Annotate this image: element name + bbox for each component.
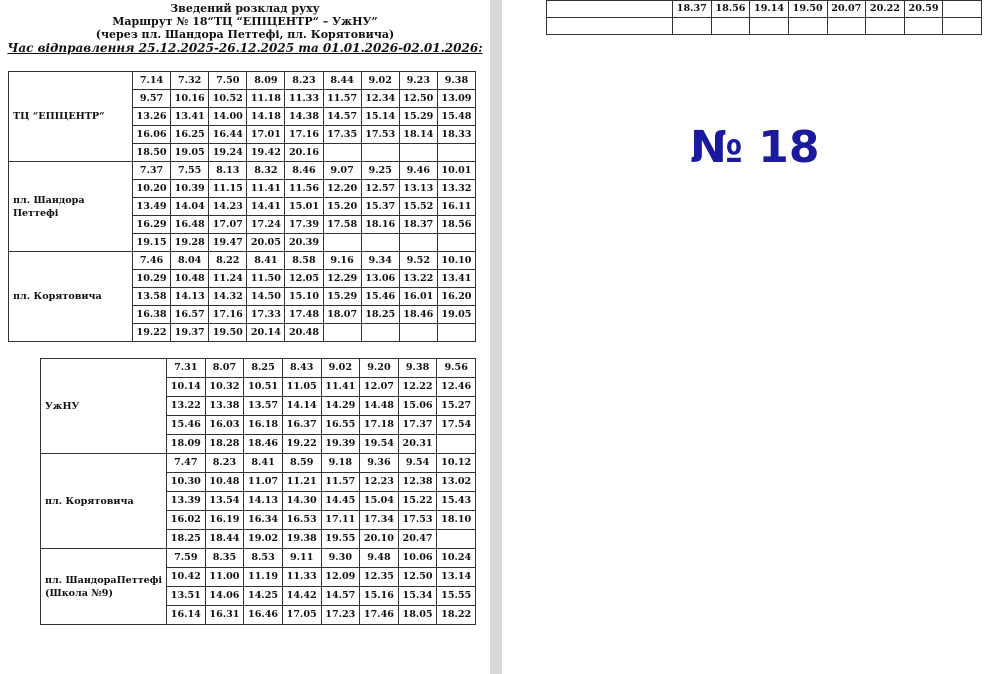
departure-time: 12.20: [323, 180, 361, 198]
stop-name: УжНУ: [41, 359, 167, 454]
departure-time: 18.25: [361, 306, 399, 324]
departure-time: 8.44: [323, 72, 361, 90]
departure-time: 13.22: [399, 270, 437, 288]
departure-time: 10.01: [437, 162, 475, 180]
departure-time: 16.18: [244, 416, 283, 435]
departure-time: 13.41: [171, 108, 209, 126]
stop-name: пл. Корятовича: [9, 252, 133, 342]
departure-time: 20.59: [904, 1, 943, 18]
departure-time: 16.48: [171, 216, 209, 234]
departure-time: 16.06: [133, 126, 171, 144]
departure-time: [788, 18, 827, 35]
departure-time: 14.50: [247, 288, 285, 306]
departure-time: 17.16: [285, 126, 323, 144]
departure-time: 11.50: [247, 270, 285, 288]
departure-time: 9.38: [437, 72, 475, 90]
departure-time: 8.09: [247, 72, 285, 90]
departure-time: 20.05: [247, 234, 285, 252]
departure-time: 16.01: [399, 288, 437, 306]
departure-time: 20.22: [866, 1, 905, 18]
departure-time: [827, 18, 866, 35]
schedule-table-inbound: [40, 358, 476, 625]
departure-time: 11.33: [282, 568, 321, 587]
departure-time: [361, 144, 399, 162]
departure-time: 16.34: [244, 511, 283, 530]
departure-time: 17.39: [285, 216, 323, 234]
departure-time: 10.14: [167, 378, 206, 397]
departure-time: 16.19: [205, 511, 244, 530]
departure-time: 13.54: [205, 492, 244, 511]
departure-time: 10.42: [167, 568, 206, 587]
departure-time: 16.11: [437, 198, 475, 216]
departure-time: [399, 144, 437, 162]
departure-time: 17.37: [398, 416, 437, 435]
stop-name: пл. ШандораПеттефі (Школа №9): [41, 549, 167, 625]
departure-time: 9.11: [282, 549, 321, 568]
departure-time: 19.37: [171, 324, 209, 342]
departure-time: 19.47: [209, 234, 247, 252]
departure-time: 18.10: [437, 511, 476, 530]
stop-name: пл. Корятовича: [41, 454, 167, 549]
departure-time: 9.48: [360, 549, 399, 568]
schedule-table-continuation: [546, 0, 982, 35]
departure-time: 15.16: [360, 587, 399, 606]
departure-time: 18.25: [167, 530, 206, 549]
departure-time: 14.45: [321, 492, 360, 511]
departure-time: 9.46: [399, 162, 437, 180]
departure-time: 15.14: [361, 108, 399, 126]
departure-time: 7.47: [167, 454, 206, 473]
departure-time: 9.02: [321, 359, 360, 378]
departure-time: 11.05: [282, 378, 321, 397]
departure-time: 14.42: [282, 587, 321, 606]
departure-time: 8.07: [205, 359, 244, 378]
departure-time: 19.50: [209, 324, 247, 342]
departure-time: 9.07: [323, 162, 361, 180]
departure-time: 8.32: [247, 162, 285, 180]
table-row: [41, 549, 476, 568]
departure-time: 16.29: [133, 216, 171, 234]
departure-time: 16.53: [282, 511, 321, 530]
table-row: [9, 72, 476, 90]
departure-time: 18.14: [399, 126, 437, 144]
departure-time: 14.04: [171, 198, 209, 216]
departure-time: 15.52: [399, 198, 437, 216]
departure-time: [437, 435, 476, 454]
departure-time: 9.56: [437, 359, 476, 378]
departure-time: 19.02: [244, 530, 283, 549]
departure-time: 17.01: [247, 126, 285, 144]
departure-time: 18.28: [205, 435, 244, 454]
departure-time: [323, 144, 361, 162]
departure-time: 18.33: [437, 126, 475, 144]
schedule-page-right: [502, 0, 984, 674]
departure-time: 14.14: [282, 397, 321, 416]
departure-time: 12.57: [361, 180, 399, 198]
departure-time: 10.29: [133, 270, 171, 288]
departure-time: 16.44: [209, 126, 247, 144]
departure-time: 10.52: [209, 90, 247, 108]
departure-time: 16.02: [167, 511, 206, 530]
departure-time: 17.05: [282, 606, 321, 625]
departure-time: 11.00: [205, 568, 244, 587]
departure-time: 13.39: [167, 492, 206, 511]
departure-time: 8.22: [209, 252, 247, 270]
departure-time: 9.25: [361, 162, 399, 180]
departure-time: 16.46: [244, 606, 283, 625]
departure-time: 14.32: [209, 288, 247, 306]
departure-time: 17.54: [437, 416, 476, 435]
departure-time: 11.41: [321, 378, 360, 397]
departure-time: 7.14: [133, 72, 171, 90]
departure-time: 19.39: [321, 435, 360, 454]
departure-time: 15.48: [437, 108, 475, 126]
departure-time: 13.38: [205, 397, 244, 416]
departure-time: 16.20: [437, 288, 475, 306]
departure-time: 8.23: [205, 454, 244, 473]
departure-time: 9.34: [361, 252, 399, 270]
departure-time: [711, 18, 750, 35]
departure-time: 12.23: [360, 473, 399, 492]
departure-time: 17.34: [360, 511, 399, 530]
departure-time: 18.37: [399, 216, 437, 234]
departure-time: 13.49: [133, 198, 171, 216]
departure-time: 17.23: [321, 606, 360, 625]
departure-time: 10.32: [205, 378, 244, 397]
departure-time: 11.41: [247, 180, 285, 198]
departure-time: 13.58: [133, 288, 171, 306]
departure-time: 9.23: [399, 72, 437, 90]
departure-time: [323, 234, 361, 252]
departure-time: 18.44: [205, 530, 244, 549]
departure-time: 9.16: [323, 252, 361, 270]
departure-time: 12.07: [360, 378, 399, 397]
departure-time: 10.12: [437, 454, 476, 473]
departure-time: 17.46: [360, 606, 399, 625]
departure-time: 8.46: [285, 162, 323, 180]
departure-time: 14.29: [321, 397, 360, 416]
departure-time: 18.37: [673, 1, 712, 18]
departure-time: 18.46: [399, 306, 437, 324]
header-title: Зведений розклад руху: [170, 2, 320, 15]
departure-time: 13.13: [399, 180, 437, 198]
departure-time: 15.46: [167, 416, 206, 435]
departure-time: 13.57: [244, 397, 283, 416]
departure-time: 14.18: [247, 108, 285, 126]
departure-time: 15.06: [398, 397, 437, 416]
stop-name: пл. Шандора Петтефі: [9, 162, 133, 252]
departure-time: 19.54: [360, 435, 399, 454]
departure-time: 12.38: [398, 473, 437, 492]
departure-time: 8.35: [205, 549, 244, 568]
departure-time: 19.05: [171, 144, 209, 162]
departure-time: 16.25: [171, 126, 209, 144]
departure-time: 13.32: [437, 180, 475, 198]
table-row: [41, 359, 476, 378]
departure-time: [361, 234, 399, 252]
departure-time: 10.24: [437, 549, 476, 568]
departure-time: 8.04: [171, 252, 209, 270]
departure-time: 14.41: [247, 198, 285, 216]
departure-time: 13.26: [133, 108, 171, 126]
departure-time: 18.07: [323, 306, 361, 324]
departure-time: 11.33: [285, 90, 323, 108]
departure-time: 14.13: [171, 288, 209, 306]
departure-time: 20.16: [285, 144, 323, 162]
departure-time: 8.25: [244, 359, 283, 378]
departure-time: 16.57: [171, 306, 209, 324]
departure-time: 17.18: [360, 416, 399, 435]
header-route: Маршрут № 18“ТЦ “ЕПІЦЕНТР“ – УжНУ”: [112, 15, 378, 28]
stop-name: ТЦ “ЕПІЦЕНТР“: [9, 72, 133, 162]
departure-time: 12.34: [361, 90, 399, 108]
departure-time: 15.01: [285, 198, 323, 216]
departure-time: [361, 324, 399, 342]
table-row: [547, 1, 982, 18]
departure-time: 7.59: [167, 549, 206, 568]
departure-time: 19.05: [437, 306, 475, 324]
departure-time: 19.22: [133, 324, 171, 342]
departure-time: 16.14: [167, 606, 206, 625]
departure-time: 14.38: [285, 108, 323, 126]
table-row: [547, 18, 982, 35]
table-row: [41, 454, 476, 473]
departure-time: 8.41: [247, 252, 285, 270]
departure-time: 17.11: [321, 511, 360, 530]
departure-time: 18.56: [711, 1, 750, 18]
departure-time: [943, 18, 982, 35]
departure-time: 20.47: [398, 530, 437, 549]
departure-time: 10.39: [171, 180, 209, 198]
departure-time: 10.06: [398, 549, 437, 568]
departure-time: 15.04: [360, 492, 399, 511]
departure-time: 7.37: [133, 162, 171, 180]
departure-time: 20.07: [827, 1, 866, 18]
departure-time: [437, 530, 476, 549]
departure-time: [673, 18, 712, 35]
departure-time: 12.35: [360, 568, 399, 587]
departure-time: 19.50: [788, 1, 827, 18]
departure-time: 13.41: [437, 270, 475, 288]
departure-time: 13.14: [437, 568, 476, 587]
departure-time: 17.53: [398, 511, 437, 530]
departure-time: [866, 18, 905, 35]
route-number: № 18: [690, 122, 820, 173]
departure-time: 10.51: [244, 378, 283, 397]
departure-time: 7.50: [209, 72, 247, 90]
departure-time: 20.48: [285, 324, 323, 342]
departure-time: 18.09: [167, 435, 206, 454]
departure-time: 7.31: [167, 359, 206, 378]
departure-time: 16.38: [133, 306, 171, 324]
departure-time: 10.16: [171, 90, 209, 108]
departure-time: [437, 324, 475, 342]
stop-name: [547, 1, 673, 18]
departure-time: 19.14: [750, 1, 789, 18]
header-period: Час відправлення 25.12.2025-26.12.2025 та 01.01.2026-02.01.2026:: [7, 41, 483, 55]
departure-time: 16.31: [205, 606, 244, 625]
departure-time: 13.02: [437, 473, 476, 492]
departure-time: 20.31: [398, 435, 437, 454]
departure-time: [323, 324, 361, 342]
departure-time: 19.28: [171, 234, 209, 252]
departure-time: 18.46: [244, 435, 283, 454]
departure-time: 9.52: [399, 252, 437, 270]
departure-time: 14.30: [282, 492, 321, 511]
departure-time: 12.50: [398, 568, 437, 587]
departure-time: 10.48: [171, 270, 209, 288]
departure-time: 9.54: [398, 454, 437, 473]
departure-time: [437, 234, 475, 252]
departure-time: 20.39: [285, 234, 323, 252]
departure-time: 16.55: [321, 416, 360, 435]
departure-time: 8.23: [285, 72, 323, 90]
departure-time: 10.30: [167, 473, 206, 492]
departure-time: 14.13: [244, 492, 283, 511]
table-row: [9, 252, 476, 270]
departure-time: 18.05: [398, 606, 437, 625]
departure-time: 8.59: [282, 454, 321, 473]
departure-time: 14.25: [244, 587, 283, 606]
departure-time: 9.20: [360, 359, 399, 378]
departure-time: 12.29: [323, 270, 361, 288]
departure-time: 9.30: [321, 549, 360, 568]
departure-time: 8.13: [209, 162, 247, 180]
departure-time: 20.14: [247, 324, 285, 342]
departure-time: 13.09: [437, 90, 475, 108]
departure-time: 15.29: [399, 108, 437, 126]
stop-name: [547, 18, 673, 35]
departure-time: 12.50: [399, 90, 437, 108]
departure-time: 8.41: [244, 454, 283, 473]
page-divider: [490, 0, 502, 674]
departure-time: 15.43: [437, 492, 476, 511]
departure-time: 8.53: [244, 549, 283, 568]
departure-time: 14.23: [209, 198, 247, 216]
departure-time: 17.24: [247, 216, 285, 234]
departure-time: 15.37: [361, 198, 399, 216]
departure-time: 15.29: [323, 288, 361, 306]
departure-time: [399, 324, 437, 342]
departure-time: 12.09: [321, 568, 360, 587]
departure-time: 16.03: [205, 416, 244, 435]
departure-time: 9.18: [321, 454, 360, 473]
departure-time: 15.27: [437, 397, 476, 416]
table-row: [9, 162, 476, 180]
departure-time: 14.00: [209, 108, 247, 126]
departure-time: 19.55: [321, 530, 360, 549]
departure-time: 14.48: [360, 397, 399, 416]
departure-time: 9.02: [361, 72, 399, 90]
departure-time: 7.32: [171, 72, 209, 90]
departure-time: 19.15: [133, 234, 171, 252]
departure-time: 9.38: [398, 359, 437, 378]
departure-time: 11.57: [323, 90, 361, 108]
departure-time: 12.22: [398, 378, 437, 397]
departure-time: 15.10: [285, 288, 323, 306]
departure-time: 8.58: [285, 252, 323, 270]
departure-time: [904, 18, 943, 35]
departure-time: 14.57: [321, 587, 360, 606]
departure-time: 15.34: [398, 587, 437, 606]
departure-time: 17.48: [285, 306, 323, 324]
departure-time: 15.20: [323, 198, 361, 216]
departure-time: 18.50: [133, 144, 171, 162]
departure-time: 17.35: [323, 126, 361, 144]
departure-time: 11.56: [285, 180, 323, 198]
departure-time: 13.22: [167, 397, 206, 416]
departure-time: 11.57: [321, 473, 360, 492]
departure-time: 7.55: [171, 162, 209, 180]
departure-time: 11.18: [247, 90, 285, 108]
departure-time: [437, 144, 475, 162]
departure-time: 10.48: [205, 473, 244, 492]
departure-time: 18.22: [437, 606, 476, 625]
departure-time: 19.42: [247, 144, 285, 162]
header-via: (через пл. Шандора Петтефі, пл. Корятовича): [95, 28, 395, 41]
departure-time: 17.16: [209, 306, 247, 324]
schedule-table-outbound: [8, 71, 476, 342]
departure-time: [750, 18, 789, 35]
departure-time: 16.37: [282, 416, 321, 435]
departure-time: 11.19: [244, 568, 283, 587]
departure-time: 11.15: [209, 180, 247, 198]
departure-time: 17.58: [323, 216, 361, 234]
departure-time: 12.05: [285, 270, 323, 288]
departure-time: 11.24: [209, 270, 247, 288]
departure-time: 17.53: [361, 126, 399, 144]
departure-time: 17.33: [247, 306, 285, 324]
departure-time: 18.56: [437, 216, 475, 234]
departure-time: 19.38: [282, 530, 321, 549]
departure-time: 7.46: [133, 252, 171, 270]
departure-time: 15.55: [437, 587, 476, 606]
departure-time: 18.16: [361, 216, 399, 234]
departure-time: 14.57: [323, 108, 361, 126]
departure-time: 15.22: [398, 492, 437, 511]
departure-time: 11.21: [282, 473, 321, 492]
departure-time: 12.46: [437, 378, 476, 397]
departure-time: 9.36: [360, 454, 399, 473]
departure-time: 19.22: [282, 435, 321, 454]
departure-time: 13.06: [361, 270, 399, 288]
departure-time: 10.20: [133, 180, 171, 198]
departure-time: 10.10: [437, 252, 475, 270]
departure-time: 14.06: [205, 587, 244, 606]
departure-time: [399, 234, 437, 252]
departure-time: 19.24: [209, 144, 247, 162]
departure-time: 17.07: [209, 216, 247, 234]
departure-time: 15.46: [361, 288, 399, 306]
departure-time: 9.57: [133, 90, 171, 108]
departure-time: 11.07: [244, 473, 283, 492]
departure-time: [943, 1, 982, 18]
departure-time: 8.43: [282, 359, 321, 378]
departure-time: 13.51: [167, 587, 206, 606]
departure-time: 20.10: [360, 530, 399, 549]
